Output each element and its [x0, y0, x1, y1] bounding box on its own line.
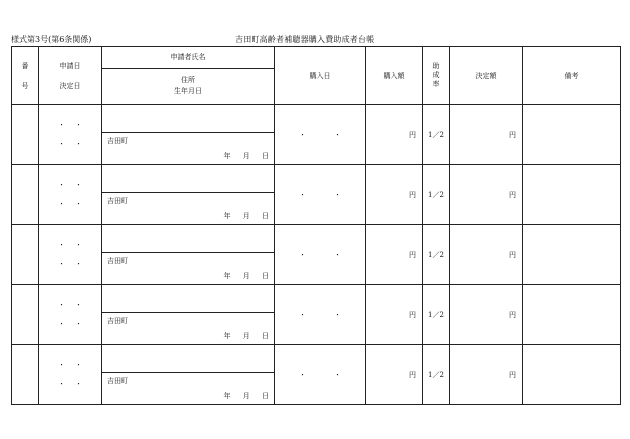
address-prefix: 吉田町: [107, 317, 128, 325]
birth-date-ymd: 年 月 日: [223, 152, 269, 160]
address-prefix: 吉田町: [107, 197, 128, 205]
address-prefix: 吉田町: [107, 137, 128, 145]
cell-dates[interactable]: ・ ・ ・ ・: [39, 165, 102, 225]
col-purchase-date: 購入日: [275, 47, 366, 105]
cell-applicant[interactable]: [102, 105, 275, 165]
table-row: [12, 165, 621, 225]
cell-remarks[interactable]: [523, 285, 621, 345]
cell-subsidy-rate: 1／2: [423, 345, 450, 405]
cell-purchase-amount[interactable]: 円: [366, 285, 423, 345]
birth-date-ymd: 年 月 日: [223, 272, 269, 280]
cell-dates[interactable]: ・ ・ ・ ・: [39, 345, 102, 405]
cell-number[interactable]: [12, 285, 39, 345]
birth-date-ymd: 年 月 日: [223, 332, 269, 340]
cell-dates[interactable]: ・ ・ ・ ・: [39, 285, 102, 345]
cell-number[interactable]: [12, 345, 39, 405]
col-dates: 申請日 決定日: [39, 47, 102, 105]
table-row: [12, 285, 621, 345]
address-prefix: 吉田町: [107, 377, 128, 385]
cell-purchase-amount[interactable]: 円: [366, 225, 423, 285]
cell-subsidy-rate: 1／2: [423, 225, 450, 285]
col-applicant: 申請者氏名 住所 生年月日: [102, 47, 275, 105]
table-row: [12, 225, 621, 285]
cell-decision-amount[interactable]: 円: [450, 165, 523, 225]
cell-remarks[interactable]: [523, 165, 621, 225]
cell-remarks[interactable]: [523, 105, 621, 165]
cell-dates[interactable]: ・ ・ ・ ・: [39, 105, 102, 165]
table-row: [12, 105, 621, 165]
cell-applicant[interactable]: [102, 225, 275, 285]
cell-number[interactable]: [12, 225, 39, 285]
cell-decision-amount[interactable]: 円: [450, 345, 523, 405]
col-number: 番 号: [12, 47, 39, 105]
cell-purchase-amount[interactable]: 円: [366, 345, 423, 405]
address-prefix: 吉田町: [107, 257, 128, 265]
cell-subsidy-rate: 1／2: [423, 285, 450, 345]
cell-remarks[interactable]: [523, 225, 621, 285]
page-title: 吉田町高齢者補聴器購入費助成者台帳: [235, 35, 375, 44]
header-row: [12, 47, 621, 105]
col-purchase-amount: 購入額: [366, 47, 423, 105]
birth-date-ymd: 年 月 日: [223, 212, 269, 220]
cell-applicant[interactable]: [102, 165, 275, 225]
cell-purchase-date[interactable]: ・ ・: [275, 165, 366, 225]
col-subsidy-rate: 助 成 率: [423, 47, 450, 105]
cell-purchase-date[interactable]: ・ ・: [275, 285, 366, 345]
cell-purchase-date[interactable]: ・ ・: [275, 225, 366, 285]
table-row: [12, 345, 621, 405]
cell-subsidy-rate: 1／2: [423, 105, 450, 165]
cell-applicant[interactable]: [102, 285, 275, 345]
cell-purchase-date[interactable]: ・ ・: [275, 105, 366, 165]
form-number: 様式第3号(第6条関係): [11, 35, 92, 44]
cell-decision-amount[interactable]: 円: [450, 225, 523, 285]
col-remarks: 備考: [523, 47, 621, 105]
cell-purchase-amount[interactable]: 円: [366, 165, 423, 225]
cell-remarks[interactable]: [523, 345, 621, 405]
cell-purchase-date[interactable]: ・ ・: [275, 345, 366, 405]
cell-dates[interactable]: ・ ・ ・ ・: [39, 225, 102, 285]
ledger-table: [11, 46, 621, 405]
cell-number[interactable]: [12, 165, 39, 225]
cell-number[interactable]: [12, 105, 39, 165]
birth-date-ymd: 年 月 日: [223, 392, 269, 400]
col-decision-amount: 決定額: [450, 47, 523, 105]
cell-purchase-amount[interactable]: 円: [366, 105, 423, 165]
cell-decision-amount[interactable]: 円: [450, 105, 523, 165]
cell-subsidy-rate: 1／2: [423, 165, 450, 225]
cell-decision-amount[interactable]: 円: [450, 285, 523, 345]
cell-applicant[interactable]: [102, 345, 275, 405]
